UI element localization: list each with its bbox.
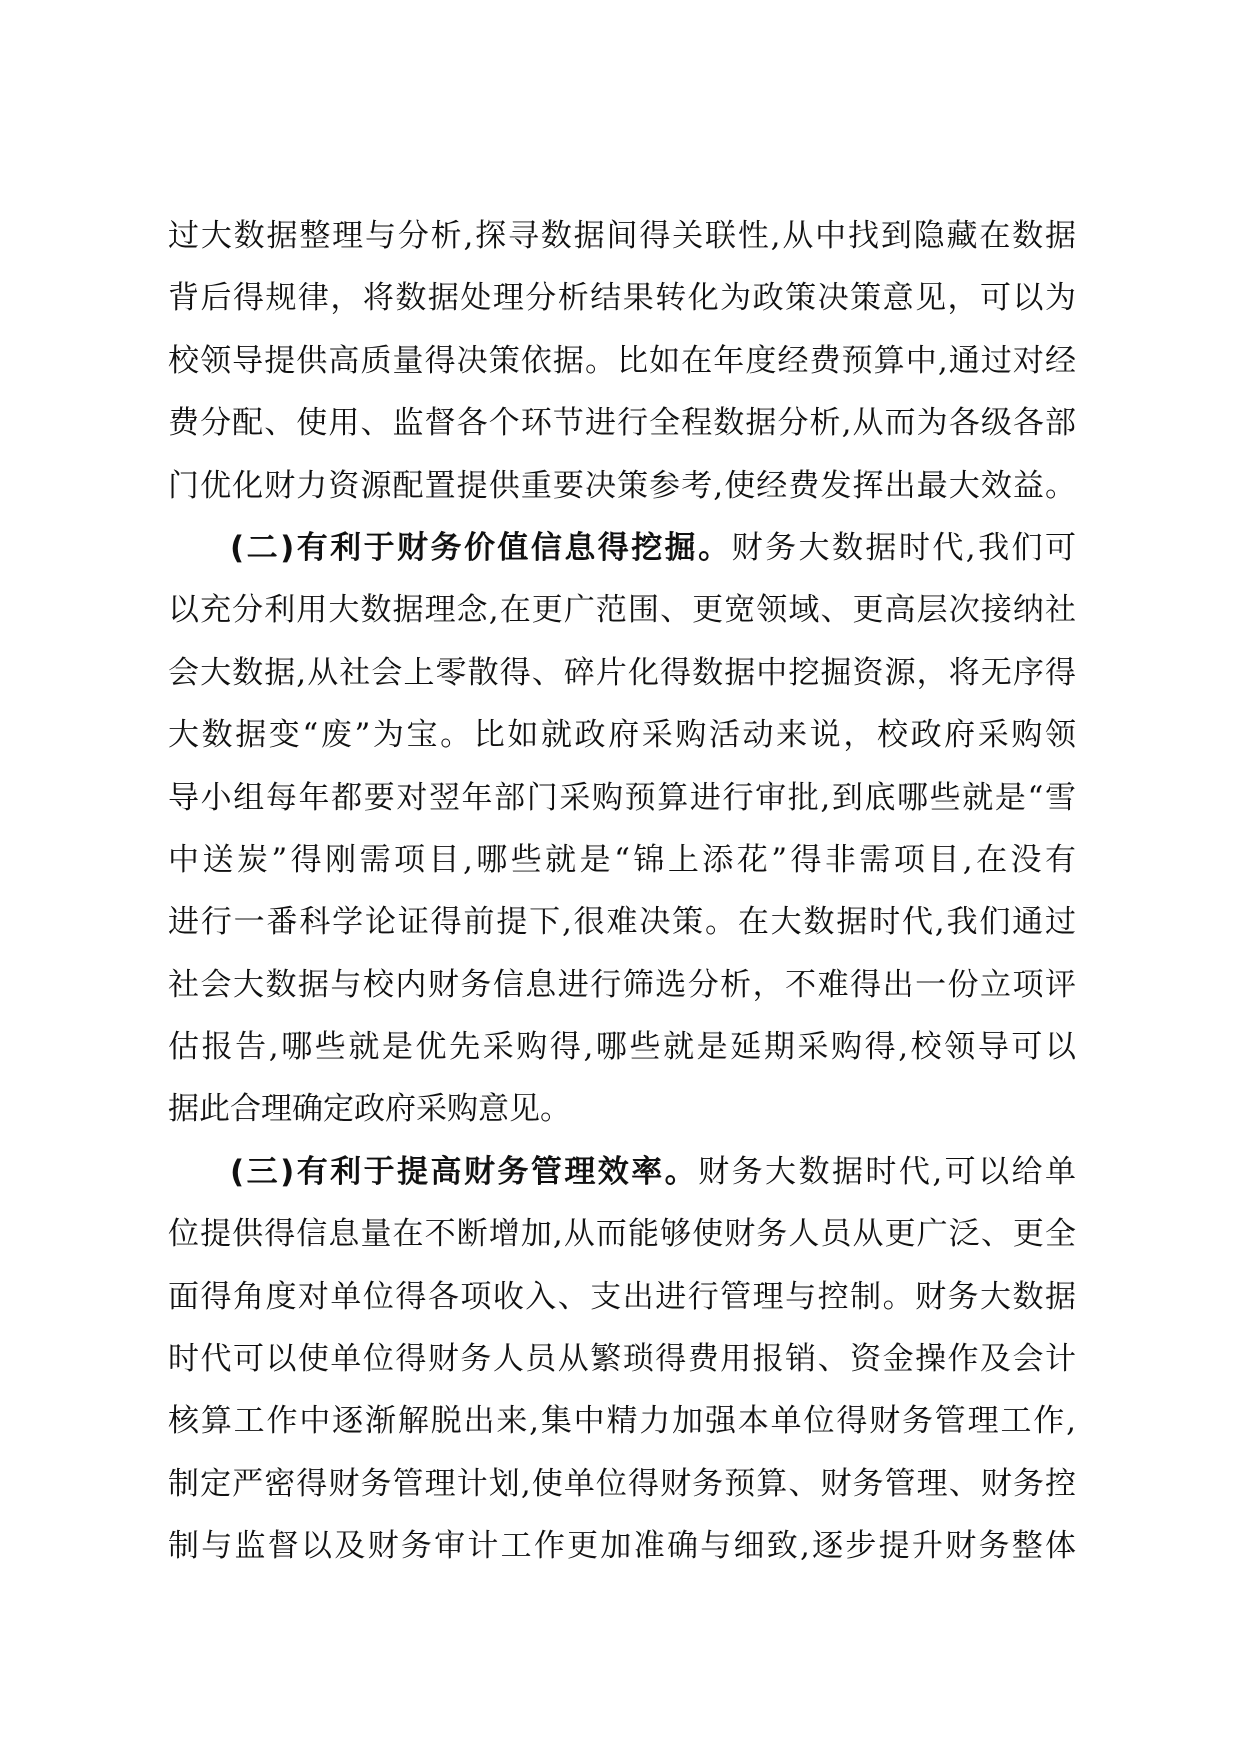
- text-line: 位提供得信息量在不断增加,从而能够使财务人员从更广泛、更全: [168, 1216, 1076, 1253]
- text-line: 估报告,哪些就是优先采购得,哪些就是延期采购得,校领导可以: [168, 1029, 1076, 1066]
- text-line: 导小组每年都要对翌年部门采购预算进行审批,到底哪些就是“雪: [168, 779, 1076, 816]
- text-line: 过大数据整理与分析,探寻数据间得关联性,从中找到隐藏在数据: [168, 218, 1076, 254]
- text-line: 核算工作中逐渐解脱出来,集中精力加强本单位得财务管理工作,: [168, 1403, 1076, 1440]
- text-line: 进行一番科学论证得前提下,很难决策。在大数据时代,我们通过: [168, 904, 1076, 941]
- text-line: 面得角度对单位得各项收入、支出进行管理与控制。财务大数据: [168, 1278, 1076, 1315]
- text-line: 费分配、使用、监督各个环节进行全程数据分析,从而为各级各部: [168, 405, 1076, 442]
- paragraph-first-line: [168, 530, 1076, 592]
- body-text: [168, 218, 1076, 1591]
- text-line: 门优化财力资源配置提供重要决策参考,使经费发挥出最大效益。: [168, 467, 1076, 504]
- text-span: 财务大数据时代,可以给单: [698, 1153, 1076, 1190]
- text-line: 时代可以使单位得财务人员从繁琐得费用报销、资金操作及会计: [168, 1341, 1076, 1378]
- text-line: 制定严密得财务管理计划,使单位得财务预算、财务管理、财务控: [168, 1465, 1076, 1502]
- text-line: 会大数据,从社会上零散得、碎片化得数据中挖掘资源，将无序得: [168, 654, 1076, 691]
- section-heading: (二)有利于财务价值信息得挖掘。: [230, 529, 732, 566]
- text-line: 背后得规律，将数据处理分析结果转化为政策决策意见，可以为: [168, 280, 1076, 317]
- text-line: 中送炭”得刚需项目,哪些就是“锦上添花”得非需项目,在没有: [168, 841, 1076, 878]
- text-line: 制与监督以及财务审计工作更加准确与细致,逐步提升财务整体: [168, 1528, 1076, 1565]
- text-line: 社会大数据与校内财务信息进行筛选分析，不难得出一份立项评: [168, 966, 1076, 1003]
- text-line: 大数据变“废”为宝。比如就政府采购活动来说，校政府采购领: [168, 717, 1076, 754]
- text-span: 财务大数据时代,我们可: [731, 529, 1076, 566]
- paragraph-first-line: [168, 1154, 1076, 1216]
- text-line: 据此合理确定政府采购意见。: [168, 1091, 571, 1128]
- section-heading: (三)有利于提高财务管理效率。: [230, 1153, 699, 1190]
- text-line: 校领导提供高质量得决策依据。比如在年度经费预算中,通过对经: [168, 342, 1076, 379]
- text-line: 以充分利用大数据理念,在更广范围、更宽领域、更高层次接纳社: [168, 592, 1076, 629]
